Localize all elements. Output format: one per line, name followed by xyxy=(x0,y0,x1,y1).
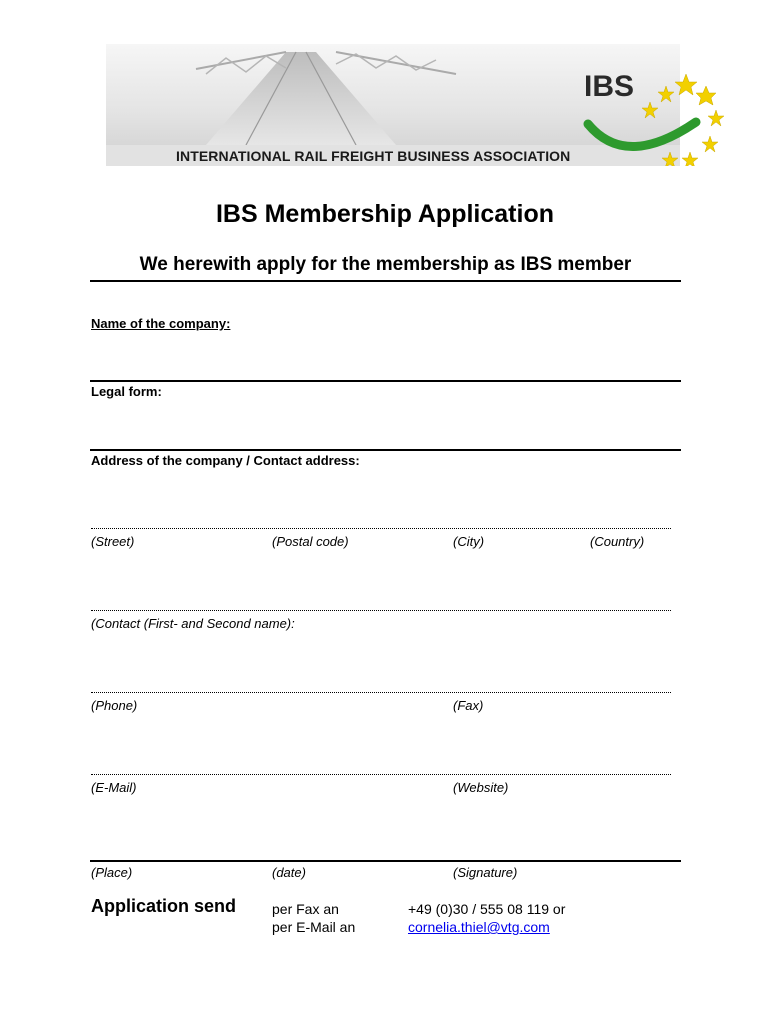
header-banner xyxy=(106,44,680,166)
form-subtitle: We herewith apply for the membership as IBS member xyxy=(90,254,681,282)
send-contacts xyxy=(408,900,565,936)
legal-form-label: Legal form: xyxy=(91,384,162,399)
email-website-line[interactable] xyxy=(91,774,671,775)
phone-hint: (Phone) xyxy=(91,698,138,713)
signature-hint: (Signature) xyxy=(453,865,518,880)
contact-line[interactable] xyxy=(91,610,671,611)
address-label: Address of the company / Contact address: xyxy=(91,453,360,468)
country-hint: (Country) xyxy=(590,534,645,549)
contact-hint: (Contact (First- and Second name): xyxy=(91,616,295,631)
email-link[interactable]: cornelia.thiel@vtg.com xyxy=(408,919,550,935)
date-hint: (date) xyxy=(272,865,306,880)
address-line[interactable] xyxy=(91,528,671,529)
company-name-label: Name of the company: xyxy=(91,316,231,331)
ibs-logo-text: IBS xyxy=(584,70,635,103)
fax-number: +49 (0)30 / 555 08 119 or xyxy=(408,901,566,917)
city-hint: (City) xyxy=(453,534,485,549)
phone-fax-line[interactable] xyxy=(91,692,671,693)
email-hint: (E-Mail) xyxy=(91,780,137,795)
send-by-fax: per Fax an xyxy=(272,901,339,917)
rail-bridge-photo xyxy=(136,44,466,145)
signature-line[interactable] xyxy=(90,860,681,862)
organization-name: INTERNATIONAL RAIL FREIGHT BUSINESS ASSOCIATION xyxy=(176,148,571,164)
street-hint: (Street) xyxy=(91,534,135,549)
send-methods xyxy=(272,900,355,936)
company-name-line[interactable] xyxy=(90,380,681,382)
star-icon xyxy=(642,74,724,166)
postal-code-hint: (Postal code) xyxy=(272,534,349,549)
legal-form-line[interactable] xyxy=(90,449,681,451)
website-hint: (Website) xyxy=(453,780,509,795)
place-hint: (Place) xyxy=(91,865,133,880)
fax-hint: (Fax) xyxy=(453,698,484,713)
send-by-email: per E-Mail an xyxy=(272,919,356,935)
form-title: IBS Membership Application xyxy=(215,200,554,228)
application-send-label: Application send xyxy=(91,896,237,916)
